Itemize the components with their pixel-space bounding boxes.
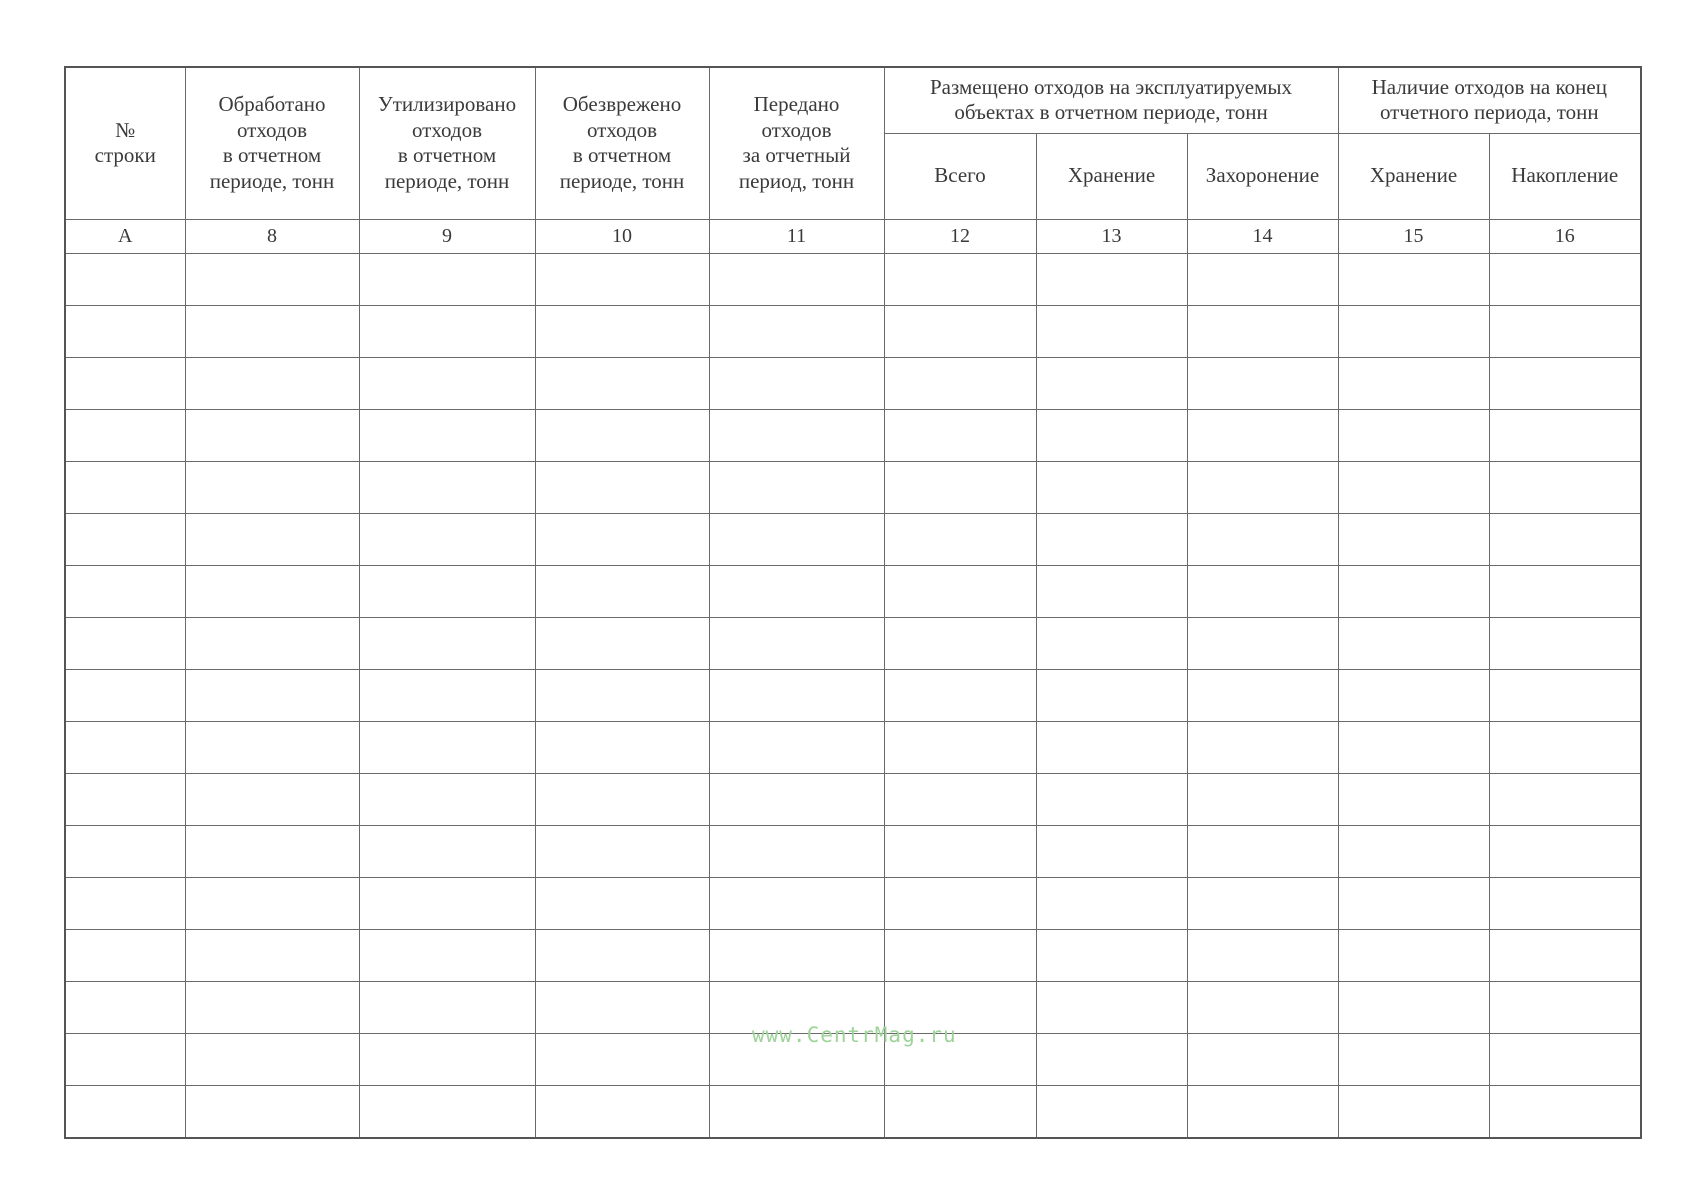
table-cell[interactable] [1338,721,1489,773]
table-cell[interactable] [65,253,185,305]
table-cell[interactable] [1489,253,1641,305]
column-number: 13 [1036,219,1187,253]
table-cell[interactable] [359,877,535,929]
table-cell[interactable] [1036,461,1187,513]
table-cell[interactable] [709,877,884,929]
column-number: 15 [1338,219,1489,253]
column-number: 8 [185,219,359,253]
table-cell[interactable] [1036,877,1187,929]
table-cell[interactable] [185,1085,359,1138]
table-cell[interactable] [535,1085,709,1138]
table-row [65,825,1641,877]
table-cell[interactable] [535,253,709,305]
table-row [65,565,1641,617]
table-cell[interactable] [359,513,535,565]
table-cell[interactable] [535,721,709,773]
table-cell[interactable] [1338,565,1489,617]
table-cell[interactable] [1338,357,1489,409]
table-cell[interactable] [535,409,709,461]
table-cell[interactable] [535,617,709,669]
table-cell[interactable] [535,565,709,617]
table-cell[interactable] [1036,253,1187,305]
table-cell[interactable] [709,409,884,461]
table-cell[interactable] [1187,929,1338,981]
table-row [65,1085,1641,1138]
table-cell[interactable] [65,461,185,513]
table-cell[interactable] [535,305,709,357]
table-cell[interactable] [359,305,535,357]
table-cell[interactable] [1187,981,1338,1033]
table-cell[interactable] [709,253,884,305]
table-cell[interactable] [535,461,709,513]
table-cell[interactable] [1338,929,1489,981]
table-cell[interactable] [1036,357,1187,409]
header-placed-burial: Захоронение [1187,133,1338,219]
table-cell[interactable] [359,669,535,721]
table-cell[interactable] [884,929,1036,981]
table-cell[interactable] [359,1033,535,1085]
table-cell[interactable] [1338,617,1489,669]
table-cell[interactable] [1338,253,1489,305]
table-cell[interactable] [1036,409,1187,461]
table-cell[interactable] [359,1085,535,1138]
table-cell[interactable] [185,773,359,825]
table-cell[interactable] [185,305,359,357]
table-row [65,669,1641,721]
table-cell[interactable] [65,981,185,1033]
table-cell[interactable] [65,357,185,409]
table-cell[interactable] [65,305,185,357]
table-cell[interactable] [1036,565,1187,617]
table-cell[interactable] [1489,773,1641,825]
table-row [65,357,1641,409]
table-cell[interactable] [185,461,359,513]
table-row [65,617,1641,669]
table-cell[interactable] [1036,981,1187,1033]
table-cell[interactable] [185,253,359,305]
table-cell[interactable] [884,669,1036,721]
table-cell[interactable] [185,929,359,981]
table-cell[interactable] [535,929,709,981]
column-number: 16 [1489,219,1641,253]
table-cell[interactable] [1489,669,1641,721]
table-cell[interactable] [884,357,1036,409]
table-cell[interactable] [1489,929,1641,981]
table-cell[interactable] [185,981,359,1033]
table-cell[interactable] [1338,513,1489,565]
table-cell[interactable] [1338,1085,1489,1138]
table-cell[interactable] [1338,1033,1489,1085]
table-cell[interactable] [709,929,884,981]
table-cell[interactable] [1187,305,1338,357]
table-cell[interactable] [709,617,884,669]
table-cell[interactable] [535,825,709,877]
table-cell[interactable] [884,461,1036,513]
table-cell[interactable] [359,825,535,877]
table-cell[interactable] [1036,617,1187,669]
waste-report-table [64,66,1642,1139]
table-cell[interactable] [1187,721,1338,773]
table-cell[interactable] [709,773,884,825]
column-numbers-row [65,219,1641,253]
table-cell[interactable] [1338,305,1489,357]
table-cell[interactable] [709,825,884,877]
table-cell[interactable] [185,357,359,409]
table-cell[interactable] [65,1085,185,1138]
table-cell[interactable] [359,981,535,1033]
table-cell[interactable] [884,773,1036,825]
table-cell[interactable] [359,617,535,669]
table-cell[interactable] [1489,357,1641,409]
header-processed: Обработано отходов в отчетном периоде, тонн [185,67,359,219]
table-cell[interactable] [185,669,359,721]
table-cell[interactable] [1036,773,1187,825]
table-cell[interactable] [1489,721,1641,773]
header-row-number: № строки [65,67,185,219]
table-cell[interactable] [884,513,1036,565]
table-cell[interactable] [1187,357,1338,409]
table-cell[interactable] [1036,305,1187,357]
table-cell[interactable] [884,825,1036,877]
table-cell[interactable] [1036,669,1187,721]
table-cell[interactable] [884,253,1036,305]
table-cell[interactable] [884,877,1036,929]
table-cell[interactable] [1187,253,1338,305]
table-cell[interactable] [1338,877,1489,929]
table-cell[interactable] [1036,513,1187,565]
table-cell[interactable] [65,721,185,773]
table-cell[interactable] [359,929,535,981]
table-cell[interactable] [884,617,1036,669]
header-neutralized: Обезврежено отходов в отчетном периоде, тонн [535,67,709,219]
header-end-storage: Хранение [1338,133,1489,219]
table-cell[interactable] [709,461,884,513]
table-cell[interactable] [1338,669,1489,721]
table-cell[interactable] [65,409,185,461]
table-cell[interactable] [1489,1033,1641,1085]
table-cell[interactable] [1187,513,1338,565]
table-cell[interactable] [709,565,884,617]
table-cell[interactable] [1187,669,1338,721]
table-row [65,513,1641,565]
table-cell[interactable] [185,513,359,565]
table-cell[interactable] [1036,825,1187,877]
table-cell[interactable] [709,721,884,773]
table-cell[interactable] [535,669,709,721]
table-cell[interactable] [359,253,535,305]
table-cell[interactable] [1187,1033,1338,1085]
table-cell[interactable] [65,1033,185,1085]
table-cell[interactable] [535,357,709,409]
table-cell[interactable] [1187,565,1338,617]
table-cell[interactable] [884,1085,1036,1138]
table-row [65,253,1641,305]
table-cell[interactable] [185,1033,359,1085]
table-cell[interactable] [1187,773,1338,825]
table-cell[interactable] [884,409,1036,461]
table-cell[interactable] [185,825,359,877]
table-cell[interactable] [1187,409,1338,461]
table-cell[interactable] [1036,721,1187,773]
table-cell[interactable] [1489,877,1641,929]
table-cell[interactable] [709,669,884,721]
header-placed-storage: Хранение [1036,133,1187,219]
table-cell[interactable] [65,929,185,981]
column-number: 12 [884,219,1036,253]
table-cell[interactable] [535,513,709,565]
table-cell[interactable] [65,617,185,669]
header-placed-group: Размещено отходов на эксплуатируемых объектах в отчетном периоде, тонн [884,67,1338,133]
header-utilized: Утилизировано отходов в отчетном периоде, тонн [359,67,535,219]
table-cell[interactable] [1338,409,1489,461]
table-cell[interactable] [709,305,884,357]
table-cell[interactable] [1489,461,1641,513]
table-row [65,877,1641,929]
table-cell[interactable] [1036,929,1187,981]
table-cell[interactable] [1187,1085,1338,1138]
table-cell[interactable] [1489,1085,1641,1138]
column-number: 10 [535,219,709,253]
table-cell[interactable] [1489,409,1641,461]
table-cell[interactable] [185,877,359,929]
table-row [65,461,1641,513]
table-row [65,409,1641,461]
table-cell[interactable] [65,565,185,617]
table-cell[interactable] [1338,461,1489,513]
table-cell[interactable] [1338,981,1489,1033]
table-cell[interactable] [1489,617,1641,669]
table-cell[interactable] [359,409,535,461]
table-cell[interactable] [65,825,185,877]
column-number: 11 [709,219,884,253]
table-cell[interactable] [1338,825,1489,877]
table-cell[interactable] [1489,565,1641,617]
table-cell[interactable] [185,721,359,773]
table-cell[interactable] [535,981,709,1033]
table-cell[interactable] [709,513,884,565]
column-number: 14 [1187,219,1338,253]
table-cell[interactable] [359,357,535,409]
table-cell[interactable] [359,721,535,773]
table-cell[interactable] [1036,1085,1187,1138]
table-cell[interactable] [65,669,185,721]
column-number: А [65,219,185,253]
table-cell[interactable] [359,773,535,825]
watermark: www.CentrMag.ru [752,1023,957,1047]
table-cell[interactable] [1489,513,1641,565]
table-row [65,773,1641,825]
header-transferred: Передано отходов за отчетный период, тонн [709,67,884,219]
table-cell[interactable] [709,357,884,409]
table-cell[interactable] [65,513,185,565]
table-cell[interactable] [535,877,709,929]
table-cell[interactable] [1338,773,1489,825]
table-cell[interactable] [884,305,1036,357]
table-cell[interactable] [185,565,359,617]
table-cell[interactable] [1187,617,1338,669]
table-cell[interactable] [535,773,709,825]
header-end-accumulation: Накопление [1489,133,1641,219]
table-cell[interactable] [1489,825,1641,877]
table-cell[interactable] [1036,1033,1187,1085]
table-cell[interactable] [359,565,535,617]
table-cell[interactable] [535,1033,709,1085]
table-cell[interactable] [1489,305,1641,357]
table-cell[interactable] [1187,461,1338,513]
table-cell[interactable] [1187,877,1338,929]
table-cell[interactable] [1489,981,1641,1033]
table-cell[interactable] [1187,825,1338,877]
table-cell[interactable] [65,877,185,929]
table-row [65,929,1641,981]
table-row [65,305,1641,357]
table-cell[interactable] [185,409,359,461]
table-cell[interactable] [65,773,185,825]
header-placed-total: Всего [884,133,1036,219]
table-cell[interactable] [185,617,359,669]
table-cell[interactable] [709,1085,884,1138]
table-cell[interactable] [884,565,1036,617]
table-cell[interactable] [884,721,1036,773]
table-row [65,721,1641,773]
table-cell[interactable] [359,461,535,513]
header-end-of-period-group: Наличие отходов на конец отчетного периода, тонн [1338,67,1641,133]
column-number: 9 [359,219,535,253]
